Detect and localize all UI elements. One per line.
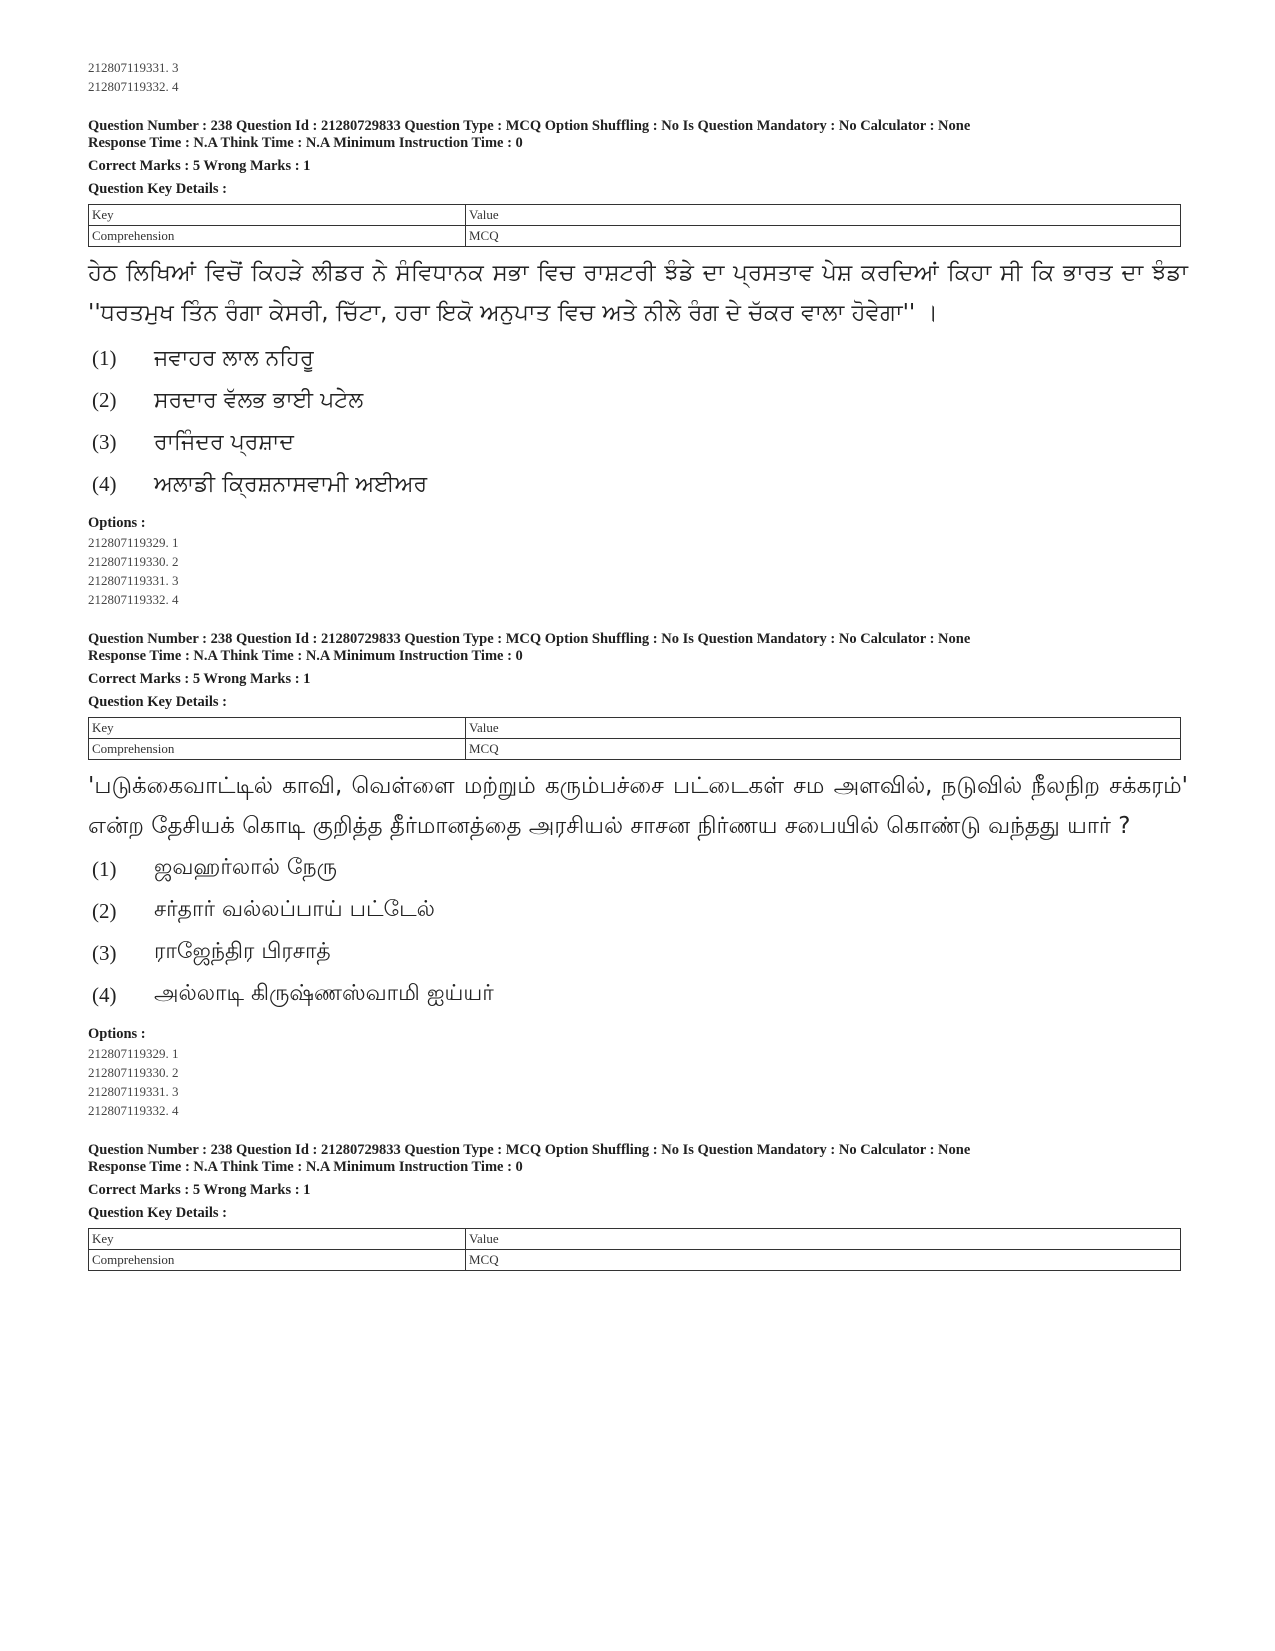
option-id: 212807119330. 2 xyxy=(88,1065,179,1080)
answer-option xyxy=(88,974,1188,1016)
table-cell-key: Comprehension xyxy=(89,1250,466,1271)
marks-line: Correct Marks : 5 Wrong Marks : 1 xyxy=(88,671,311,687)
table-cell-key: Comprehension xyxy=(89,226,466,247)
option-id: 212807119331. 3 xyxy=(88,60,179,75)
question-meta-line-2: Response Time : N.A Think Time : N.A Minimum Instruction Time : 0 xyxy=(88,648,523,664)
option-id: 212807119329. 1 xyxy=(88,1046,179,1061)
option-text: ராஜேந்திர பிரசாத் xyxy=(154,939,331,964)
key-value-table xyxy=(88,717,1181,760)
question-text: 'படுக்கைவாட்டில் காவி, வெள்ளை மற்றும் கரும்பச்சை பட்டைகள் சம அளவில், நடுவில் நீலநிற சக்கரம்' என்ற தேசியக் கொடி குறித்த தீர்மானத்தை அரசியல் சாசன நிர்ணய சபையில் கொண்டு வந்தது யார் ? xyxy=(88,773,1188,839)
top-option-ids xyxy=(88,58,1188,96)
table-header-key: Key xyxy=(89,1229,466,1250)
question-block-punjabi xyxy=(88,118,1188,609)
option-id: 212807119329. 1 xyxy=(88,535,179,550)
option-id: 212807119332. 4 xyxy=(88,592,179,607)
key-details-label: Question Key Details : xyxy=(88,181,227,197)
table-cell-key: Comprehension xyxy=(89,739,466,760)
table-header-value: Value xyxy=(466,205,1181,226)
option-number: (4) xyxy=(92,982,117,1007)
key-details-label: Question Key Details : xyxy=(88,1205,227,1221)
option-number: (2) xyxy=(92,387,117,412)
options-label: Options : xyxy=(88,515,146,531)
option-id: 212807119332. 4 xyxy=(88,1103,179,1118)
option-text: ஜவஹர்லால் நேரு xyxy=(154,855,337,880)
options-label: Options : xyxy=(88,1026,146,1042)
option-id: 212807119332. 4 xyxy=(88,79,179,94)
table-header-key: Key xyxy=(89,205,466,226)
option-id: 212807119331. 3 xyxy=(88,573,179,588)
answer-option xyxy=(88,932,1188,974)
table-header-value: Value xyxy=(466,718,1181,739)
option-number: (1) xyxy=(92,856,117,881)
answer-options xyxy=(88,848,1188,1016)
option-text: ਸਰਦਾਰ ਵੱਲਭ ਭਾਈ ਪਟੇਲ xyxy=(154,387,364,413)
question-text: ਹੇਠ ਲਿਖਿਆਂ ਵਿਚੋਂ ਕਿਹੜੇ ਲੀਡਰ ਨੇ ਸੰਵਿਧਾਨਕ ਸਭਾ ਵਿਚ ਰਾਸ਼ਟਰੀ ਝੰਡੇ ਦਾ ਪ੍ਰਸਤਾਵ ਪੇਸ਼ ਕਰਦਿਆਂ ਕਿਹਾ ਸੀ ਕਿ ਭਾਰਤ ਦਾ ਝੰਡਾ ''ਧਰਤਮੁਖ ਤਿੰਨ ਰੰਗਾ ਕੇਸਰੀ, ਚਿੱਟਾ, ਹਰਾ ਇਕੋ ਅਨੁਪਾਤ ਵਿਚ ਅਤੇ ਨੀਲੇ ਰੰਗ ਦੇ ਚੱਕਰ ਵਾਲਾ ਹੋਵੇਗਾ'' । xyxy=(88,260,1188,326)
option-text: ਜਵਾਹਰ ਲਾਲ ਨਹਿਰੂ xyxy=(154,345,314,371)
option-id: 212807119330. 2 xyxy=(88,554,179,569)
key-details-label: Question Key Details : xyxy=(88,694,227,710)
key-value-table xyxy=(88,204,1181,247)
answer-option xyxy=(88,337,1188,379)
question-block-next xyxy=(88,1142,1188,1271)
marks-line: Correct Marks : 5 Wrong Marks : 1 xyxy=(88,1182,311,1198)
answer-option xyxy=(88,848,1188,890)
option-text: ਅਲਾਡੀ ਕ੍ਰਿਸ਼ਨਾਸਵਾਮੀ ਅਈਅਰ xyxy=(154,471,428,497)
option-number: (4) xyxy=(92,471,117,496)
option-number: (2) xyxy=(92,898,117,923)
answer-option xyxy=(88,379,1188,421)
answer-option xyxy=(88,890,1188,932)
answer-option xyxy=(88,463,1188,505)
table-header-key: Key xyxy=(89,718,466,739)
option-text: அல்லாடி கிருஷ்ணஸ்வாமி ஐய்யர் xyxy=(154,981,494,1006)
question-meta-line-2: Response Time : N.A Think Time : N.A Minimum Instruction Time : 0 xyxy=(88,135,523,151)
question-meta-line-1: Question Number : 238 Question Id : 21280729833 Question Type : MCQ Option Shuffling : No Is Question Mandatory : No Calculator : None xyxy=(88,118,971,134)
key-value-table xyxy=(88,1228,1181,1271)
answer-options xyxy=(88,337,1188,505)
option-text: சர்தார் வல்லப்பாய் பட்டேல் xyxy=(154,897,435,922)
marks-line: Correct Marks : 5 Wrong Marks : 1 xyxy=(88,158,311,174)
option-number: (3) xyxy=(92,940,117,965)
document-page xyxy=(88,58,1188,1271)
option-number: (1) xyxy=(92,345,117,370)
question-block-tamil xyxy=(88,631,1188,1120)
question-meta-line-1: Question Number : 238 Question Id : 21280729833 Question Type : MCQ Option Shuffling : No Is Question Mandatory : No Calculator : None xyxy=(88,631,971,647)
option-id: 212807119331. 3 xyxy=(88,1084,179,1099)
table-header-value: Value xyxy=(466,1229,1181,1250)
question-meta-line-2: Response Time : N.A Think Time : N.A Minimum Instruction Time : 0 xyxy=(88,1159,523,1175)
table-cell-value: MCQ xyxy=(466,1250,1181,1271)
option-text: ਰਾਜਿੰਦਰ ਪ੍ਰਸ਼ਾਦ xyxy=(154,429,294,455)
table-cell-value: MCQ xyxy=(466,739,1181,760)
table-cell-value: MCQ xyxy=(466,226,1181,247)
answer-option xyxy=(88,421,1188,463)
question-meta-line-1: Question Number : 238 Question Id : 21280729833 Question Type : MCQ Option Shuffling : No Is Question Mandatory : No Calculator : None xyxy=(88,1142,971,1158)
option-number: (3) xyxy=(92,429,117,454)
